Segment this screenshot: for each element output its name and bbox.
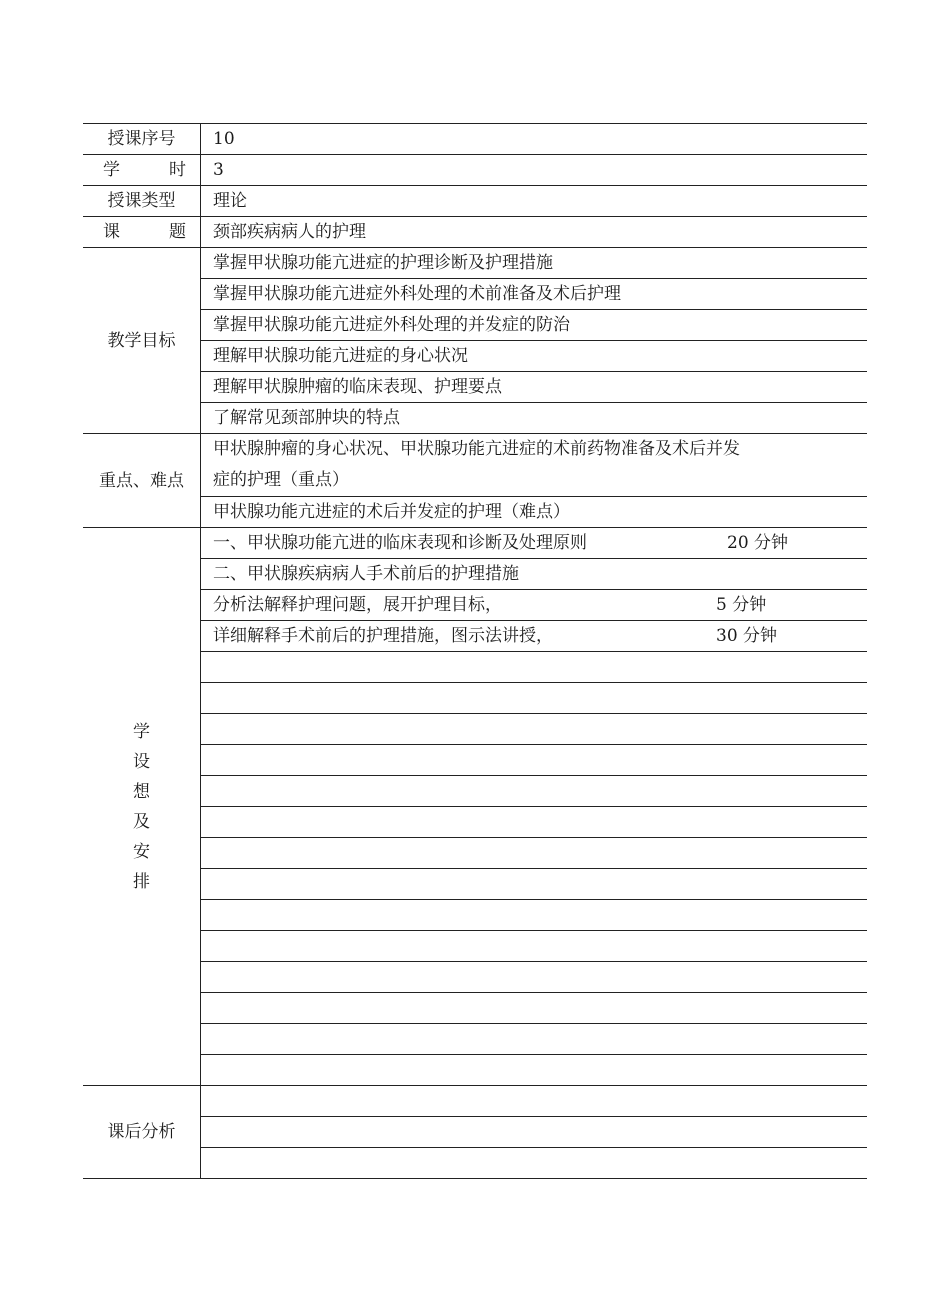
analysis-blank-cell xyxy=(201,1086,868,1117)
design-blank-row xyxy=(83,1024,867,1055)
label-type: 授课类型 xyxy=(83,186,201,217)
label-design-char: 安 xyxy=(133,841,150,862)
design-blank-cell xyxy=(201,807,868,838)
design-blank-row xyxy=(83,838,867,869)
design-item xyxy=(201,590,868,621)
design-blank-cell xyxy=(201,993,868,1024)
design-blank-row xyxy=(83,869,867,900)
design-blank-cell xyxy=(201,776,868,807)
label-design-char: 设 xyxy=(133,751,150,772)
analysis-blank-cell xyxy=(201,1117,868,1148)
row-serial xyxy=(83,124,867,155)
value-type: 理论 xyxy=(201,186,868,217)
design-blank-row xyxy=(83,683,867,714)
label-objectives: 教学目标 xyxy=(83,248,201,434)
key-points-line1: 甲状腺肿瘤的身心状况、甲状腺功能亢进症的术前药物准备及术后并发 xyxy=(213,439,740,459)
label-topic-a: 课 xyxy=(103,222,120,242)
design-blank-row xyxy=(83,745,867,776)
design-item-text: 分析法解释护理问题，展开护理目标， xyxy=(213,595,502,615)
objective-item: 理解甲状腺肿瘤的临床表现、护理要点 xyxy=(201,372,868,403)
key-points-row xyxy=(83,434,867,497)
design-item-text: 二、甲状腺疾病病人手术前后的护理措施 xyxy=(213,564,519,584)
key-points-row xyxy=(83,497,867,528)
label-design xyxy=(83,528,201,1086)
value-hours: 3 xyxy=(201,155,868,186)
objective-item: 掌握甲状腺功能亢进症的护理诊断及护理措施 xyxy=(201,248,868,279)
design-blank-cell xyxy=(201,900,868,931)
objective-row xyxy=(83,372,867,403)
objective-item: 理解甲状腺功能亢进症的身心状况 xyxy=(201,341,868,372)
label-design-char: 排 xyxy=(133,871,150,892)
lesson-plan-table xyxy=(83,123,867,1179)
label-design-char: 想 xyxy=(133,781,150,802)
label-hours xyxy=(83,155,201,186)
design-blank-cell xyxy=(201,652,868,683)
design-item-time: 30 分钟 xyxy=(716,626,778,646)
design-blank-row xyxy=(83,1055,867,1086)
label-topic-b: 题 xyxy=(169,222,186,242)
objective-row xyxy=(83,248,867,279)
analysis-row xyxy=(83,1117,867,1148)
design-row xyxy=(83,559,867,590)
design-blank-cell xyxy=(201,683,868,714)
design-blank-cell xyxy=(201,1055,868,1086)
row-topic xyxy=(83,217,867,248)
design-item xyxy=(201,621,868,652)
analysis-blank-cell xyxy=(201,1148,868,1179)
key-points-line2: 症的护理（重点） xyxy=(213,470,349,490)
objective-item: 掌握甲状腺功能亢进症外科处理的并发症的防治 xyxy=(201,310,868,341)
label-hours-a: 学 xyxy=(103,160,120,180)
design-item xyxy=(201,528,868,559)
design-blank-cell xyxy=(201,931,868,962)
value-topic: 颈部疾病病人的护理 xyxy=(201,217,868,248)
analysis-row xyxy=(83,1148,867,1179)
label-design-chars xyxy=(83,717,200,897)
design-item xyxy=(201,559,868,590)
design-blank-row xyxy=(83,776,867,807)
design-blank-cell xyxy=(201,745,868,776)
objective-row xyxy=(83,310,867,341)
objective-row xyxy=(83,403,867,434)
row-type xyxy=(83,186,867,217)
design-row xyxy=(83,621,867,652)
key-points-line3: 甲状腺功能亢进症的术后并发症的护理（难点） xyxy=(201,497,868,528)
design-item-text: 详细解释手术前后的护理措施，图示法讲授， xyxy=(213,626,553,646)
design-blank-cell xyxy=(201,869,868,900)
label-topic xyxy=(83,217,201,248)
objective-row xyxy=(83,279,867,310)
design-item-text: 一、甲状腺功能亢进的临床表现和诊断及处理原则 xyxy=(213,533,587,553)
value-serial: 10 xyxy=(201,124,868,155)
design-blank-row xyxy=(83,931,867,962)
design-blank-row xyxy=(83,993,867,1024)
row-hours xyxy=(83,155,867,186)
design-row xyxy=(83,590,867,621)
design-item-time: 5 分钟 xyxy=(716,595,767,615)
key-points-text xyxy=(201,434,868,497)
design-blank-row xyxy=(83,962,867,993)
label-analysis: 课后分析 xyxy=(83,1086,201,1179)
design-item-time: 20 分钟 xyxy=(727,533,789,553)
objective-item: 掌握甲状腺功能亢进症外科处理的术前准备及术后护理 xyxy=(201,279,868,310)
objective-row xyxy=(83,341,867,372)
analysis-row xyxy=(83,1086,867,1117)
design-row xyxy=(83,528,867,559)
design-blank-row xyxy=(83,807,867,838)
design-blank-row xyxy=(83,900,867,931)
design-blank-row xyxy=(83,714,867,745)
label-key-points: 重点、难点 xyxy=(83,434,201,528)
label-serial: 授课序号 xyxy=(83,124,201,155)
objective-item: 了解常见颈部肿块的特点 xyxy=(201,403,868,434)
label-hours-b: 时 xyxy=(169,160,186,180)
label-design-char: 及 xyxy=(133,811,150,832)
label-design-char: 学 xyxy=(133,721,150,742)
design-blank-cell xyxy=(201,962,868,993)
design-blank-cell xyxy=(201,1024,868,1055)
design-blank-cell xyxy=(201,838,868,869)
design-blank-cell xyxy=(201,714,868,745)
design-blank-row xyxy=(83,652,867,683)
